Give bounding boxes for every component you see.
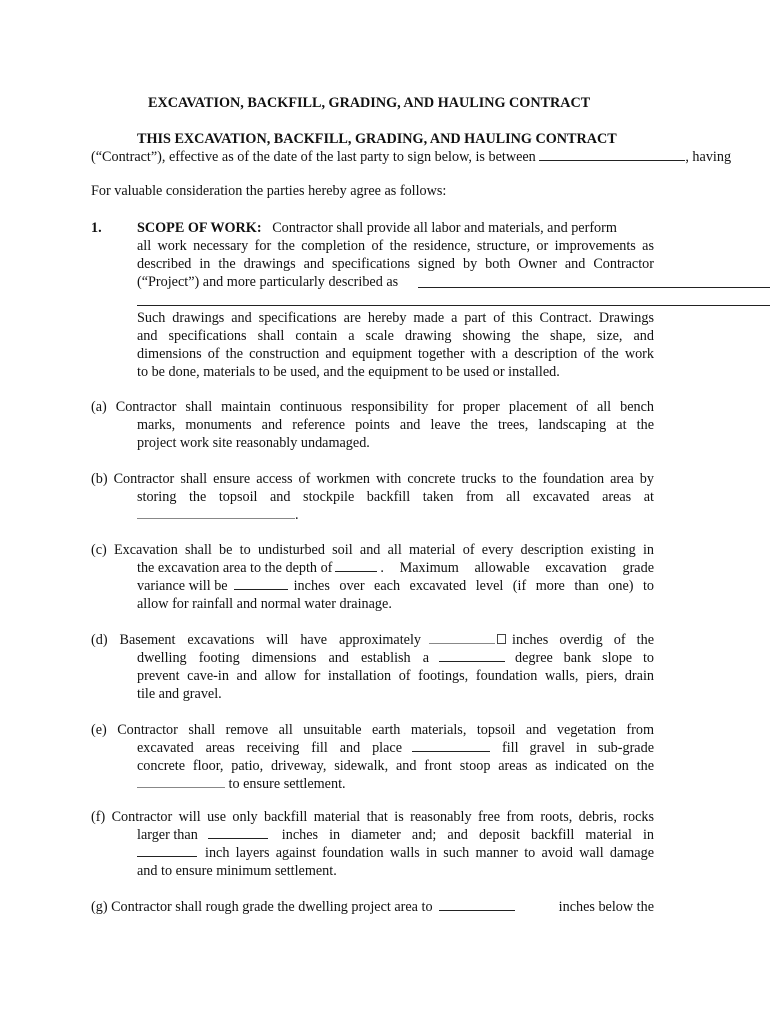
project-description-blank-1[interactable] [418, 287, 770, 288]
clause-d-line-4: tile and gravel. [137, 686, 222, 702]
clause-a-line-3: project work site reasonably undamaged. [137, 435, 370, 451]
clause-c-line-1: (c) Excavation shall be to undisturbed soil and all material of every description existing in [91, 542, 654, 558]
bank-slope-blank[interactable] [439, 649, 505, 662]
clause-b-line-2: storing the topsoil and stockpile backfill taken from all excavated areas at [137, 489, 654, 505]
clause-f-line-4: and to ensure minimum settlement. [137, 863, 337, 879]
clause-d-line-1: (d) Basement excavations will have approximately inches overdig of the [91, 632, 654, 648]
plans-reference-blank[interactable] [137, 775, 225, 788]
clause-d-line-3: prevent cave-in and allow for installation of footings, foundation walls, piers, drain [137, 668, 654, 684]
clause-c-line-2: the excavation area to the depth of . Maximum allowable excavation grade [137, 560, 654, 576]
clause-f-line-2: larger than inches in diameter and; and deposit backfill material in [137, 827, 654, 843]
clause-a-line-1: (a) Contractor shall maintain continuous responsibility for proper placement of all bench [91, 399, 654, 415]
clause-b-line-3: . [137, 506, 299, 524]
section-1-line-1: SCOPE OF WORK: Contractor shall provide all labor and materials, and perform [137, 220, 617, 236]
section-1-p2-line-1: Such drawings and specifications are hereby made a part of this Contract. Drawings [137, 310, 654, 326]
clause-b-line-1: (b) Contractor shall ensure access of workmen with concrete trucks to the foundation area by [91, 471, 654, 487]
clause-c-line-3: variance will be inches over each excavated level (if more than one) to [137, 578, 654, 594]
clause-e-line-3: concrete floor, patio, driveway, sidewalk, and front stoop areas as indicated on the [137, 758, 654, 774]
rock-size-blank[interactable] [208, 826, 268, 839]
section-1-number: 1. [91, 220, 102, 236]
document-title: EXCAVATION, BACKFILL, GRADING, AND HAULING CONTRACT [148, 95, 591, 111]
section-1-p2-line-2: and specifications shall contain a scale drawing showing the shape, size, and [137, 328, 654, 344]
section-1-p2-line-3: dimensions of the construction and equipment together with a description of the work [137, 346, 654, 362]
fill-gravel-blank[interactable] [412, 739, 490, 752]
intro-line-2: (“Contract”), effective as of the date of the last party to sign below, is between , having [91, 149, 732, 165]
section-1-heading: SCOPE OF WORK: [137, 220, 262, 236]
clause-g-line-1: (g) Contractor shall rough grade the dwelling project area to inches below the [91, 899, 654, 915]
section-1-line-2: all work necessary for the completion of the residence, structure, or improvements as [137, 238, 654, 254]
consideration-line: For valuable consideration the parties hereby agree as follows: [91, 183, 447, 199]
checkbox-icon[interactable] [497, 634, 506, 644]
party-name-blank[interactable] [539, 148, 685, 161]
excavation-depth-blank[interactable] [335, 559, 377, 572]
clause-e-line-2: excavated areas receiving fill and place fill gravel in sub-grade [137, 740, 654, 756]
intro-bold-line: THIS EXCAVATION, BACKFILL, GRADING, AND HAULING CONTRACT [137, 131, 617, 147]
overdig-blank[interactable] [429, 631, 495, 644]
grade-variance-blank[interactable] [234, 577, 288, 590]
section-1-p2-line-4: to be done, materials to be used, and the equipment to be used or installed. [137, 364, 560, 380]
clause-a-line-2: marks, monuments and reference points and leave the trees, landscaping at the [137, 417, 654, 433]
clause-f-line-1: (f) Contractor will use only backfill material that is reasonably free from roots, debris, rocks [91, 809, 654, 825]
section-1-line-4: (“Project”) and more particularly described as [137, 274, 399, 290]
clause-d-line-2: dwelling footing dimensions and establish a degree bank slope to [137, 650, 654, 666]
clause-e-line-1: (e) Contractor shall remove all unsuitable earth materials, topsoil and vegetation from [91, 722, 654, 738]
clause-f-line-3: inch layers against foundation walls in such manner to avoid wall damage [137, 844, 654, 862]
stockpile-location-blank[interactable] [137, 506, 295, 519]
section-1-line-3: described in the drawings and specifications signed by both Owner and Contractor [137, 256, 654, 272]
clause-c-line-4: allow for rainfall and normal water drainage. [137, 596, 392, 612]
rough-grade-blank[interactable] [439, 898, 515, 911]
project-description-blank-2[interactable] [137, 305, 770, 306]
clause-e-line-4: to ensure settlement. [137, 775, 346, 793]
layer-thickness-blank[interactable] [137, 844, 197, 857]
